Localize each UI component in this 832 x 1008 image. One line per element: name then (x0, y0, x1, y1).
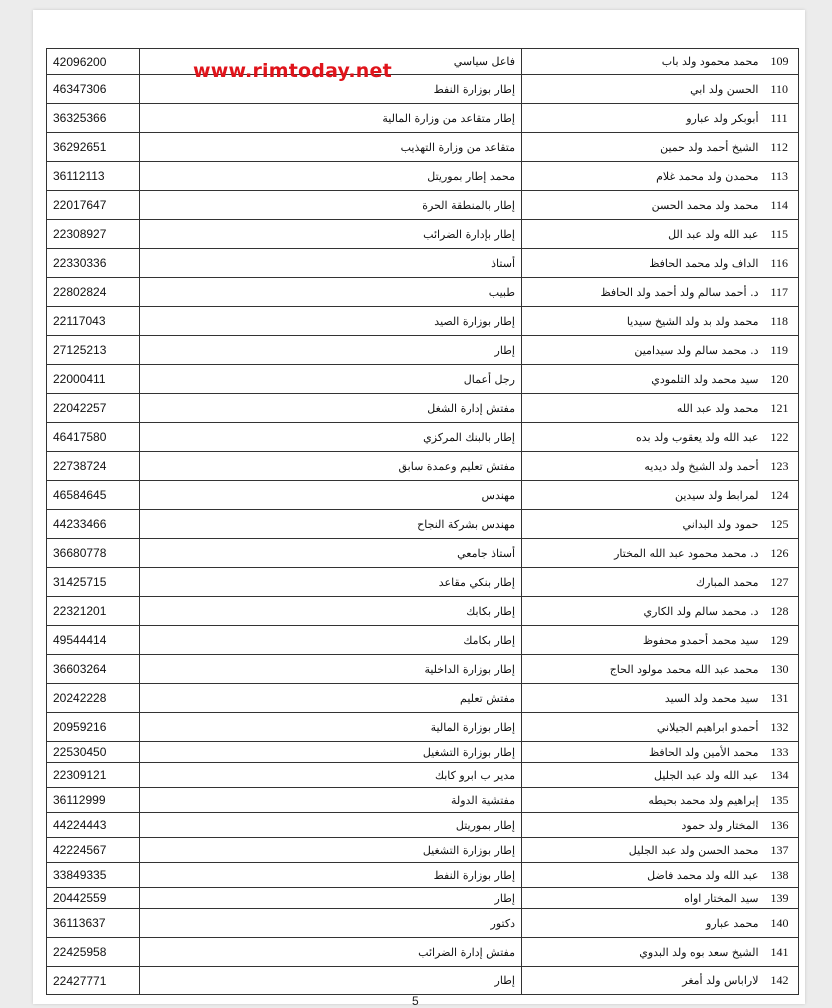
row-number-cell: 138 (765, 863, 799, 888)
phone-cell: 42224567 (47, 838, 140, 863)
name-cell: محمد ولد عبد الله (522, 394, 765, 423)
row-number-cell: 137 (765, 838, 799, 863)
table-row (47, 597, 799, 626)
name-cell: سيد المختار اواه (522, 888, 765, 909)
name-cell: محمد الحسن ولد عبد الجليل (522, 838, 765, 863)
name-cell: محمد ولد محمد الحسن (522, 191, 765, 220)
row-number-cell: 122 (765, 423, 799, 452)
table-row (47, 423, 799, 452)
row-number-cell: 114 (765, 191, 799, 220)
job-cell: إطار بموريتل (140, 813, 522, 838)
table-row (47, 655, 799, 684)
name-cell: عبد الله ولد عبد الل (522, 220, 765, 249)
table-row (47, 788, 799, 813)
name-cell: محمد الأمين ولد الحافظ (522, 742, 765, 763)
row-number-cell: 141 (765, 938, 799, 967)
job-cell: مهندس بشركة النجاح (140, 510, 522, 539)
name-cell: لمرابط ولد سيدين (522, 481, 765, 510)
name-cell: أحمدو ابراهيم الجيلاني (522, 713, 765, 742)
name-cell: سيد محمد ولد السيد (522, 684, 765, 713)
job-cell: إطار بالمنطقة الحرة (140, 191, 522, 220)
row-number-cell: 142 (765, 967, 799, 995)
row-number-cell: 109 (765, 49, 799, 75)
row-number-cell: 139 (765, 888, 799, 909)
name-cell: لاراباس ولد أمغر (522, 967, 765, 995)
table-row (47, 104, 799, 133)
name-cell: حمود ولد البداني (522, 510, 765, 539)
job-cell: إطار بنكي مقاعد (140, 568, 522, 597)
name-cell: محمد عبد الله محمد مولود الحاج (522, 655, 765, 684)
phone-cell: 36680778 (47, 539, 140, 568)
row-number-cell: 126 (765, 539, 799, 568)
row-number-cell: 133 (765, 742, 799, 763)
phone-cell: 22802824 (47, 278, 140, 307)
document-page (33, 10, 805, 1008)
phone-cell: 20959216 (47, 713, 140, 742)
job-cell: مفتش تعليم (140, 684, 522, 713)
row-number-cell: 131 (765, 684, 799, 713)
name-cell: إبراهيم ولد محمد بحيطه (522, 788, 765, 813)
job-cell: مفتش إدارة الشغل (140, 394, 522, 423)
table-row (47, 394, 799, 423)
phone-cell: 36113637 (47, 909, 140, 938)
row-number-cell: 116 (765, 249, 799, 278)
row-number-cell: 127 (765, 568, 799, 597)
phone-cell: 22321201 (47, 597, 140, 626)
row-number-cell: 121 (765, 394, 799, 423)
table-row (47, 365, 799, 394)
phone-cell: 22330336 (47, 249, 140, 278)
job-cell: إطار بوزارة النفط (140, 75, 522, 104)
page-number: 5 (412, 994, 419, 1008)
table-row (47, 191, 799, 220)
phone-cell: 27125213 (47, 336, 140, 365)
phone-cell: 22427771 (47, 967, 140, 995)
table-row (47, 510, 799, 539)
table-row (47, 220, 799, 249)
name-cell: أحمد ولد الشيخ ولد ديديه (522, 452, 765, 481)
job-cell: إطار بوزارة التشغيل (140, 742, 522, 763)
job-cell: مفتش تعليم وعمدة سابق (140, 452, 522, 481)
name-cell: سيد محمد أحمدو محفوظ (522, 626, 765, 655)
row-number-cell: 117 (765, 278, 799, 307)
table-row (47, 568, 799, 597)
job-cell: فاعل سياسي (140, 49, 522, 75)
row-number-cell: 135 (765, 788, 799, 813)
phone-cell: 22530450 (47, 742, 140, 763)
name-cell: الحسن ولد ابي (522, 75, 765, 104)
job-cell: إطار (140, 336, 522, 365)
phone-cell: 22017647 (47, 191, 140, 220)
phone-cell: 44233466 (47, 510, 140, 539)
table-row (47, 336, 799, 365)
phone-cell: 44224443 (47, 813, 140, 838)
job-cell: رجل أعمال (140, 365, 522, 394)
row-number-cell: 112 (765, 133, 799, 162)
row-number-cell: 115 (765, 220, 799, 249)
row-number-cell: 120 (765, 365, 799, 394)
table-row (47, 938, 799, 967)
name-cell: د. محمد محمود عبد الله المختار (522, 539, 765, 568)
watermark-url[interactable]: www.rimtoday.net (193, 60, 392, 82)
name-cell: الداف ولد محمد الحافظ (522, 249, 765, 278)
phone-cell: 31425715 (47, 568, 140, 597)
job-cell: إطار بوزارة التشغيل (140, 838, 522, 863)
member-table (46, 48, 799, 995)
job-cell: إطار متقاعد من وزارة المالية (140, 104, 522, 133)
table-row (47, 452, 799, 481)
row-number-cell: 130 (765, 655, 799, 684)
table-row (47, 742, 799, 763)
table-row (47, 888, 799, 909)
table-row (47, 684, 799, 713)
job-cell: إطار بوزارة الداخلية (140, 655, 522, 684)
table-row (47, 909, 799, 938)
name-cell: الشيخ سعد بوه ولد البدوي (522, 938, 765, 967)
phone-cell: 22738724 (47, 452, 140, 481)
row-number-cell: 125 (765, 510, 799, 539)
phone-cell: 22309121 (47, 763, 140, 788)
phone-cell: 36292651 (47, 133, 140, 162)
job-cell: دكتور (140, 909, 522, 938)
table-row (47, 481, 799, 510)
phone-cell: 36112999 (47, 788, 140, 813)
row-number-cell: 118 (765, 307, 799, 336)
phone-cell: 46347306 (47, 75, 140, 104)
table-row (47, 813, 799, 838)
job-cell: إطار بوزارة المالية (140, 713, 522, 742)
table-row (47, 278, 799, 307)
name-cell: محمدن ولد محمد غلام (522, 162, 765, 191)
table-row (47, 133, 799, 162)
job-cell: مفتشية الدولة (140, 788, 522, 813)
name-cell: عبد الله ولد عبد الجليل (522, 763, 765, 788)
name-cell: محمد ولد بد ولد الشيخ سيديا (522, 307, 765, 336)
phone-cell: 36325366 (47, 104, 140, 133)
table-row (47, 75, 799, 104)
job-cell: طبيب (140, 278, 522, 307)
row-number-cell: 111 (765, 104, 799, 133)
table-row (47, 307, 799, 336)
job-cell: إطار (140, 888, 522, 909)
phone-cell: 33849335 (47, 863, 140, 888)
name-cell: المختار ولد حمود (522, 813, 765, 838)
job-cell: أستاذ (140, 249, 522, 278)
row-number-cell: 132 (765, 713, 799, 742)
row-number-cell: 123 (765, 452, 799, 481)
job-cell: متقاعد من وزارة التهذيب (140, 133, 522, 162)
job-cell: إطار بإدارة الضرائب (140, 220, 522, 249)
name-cell: سيد محمد ولد التلمودي (522, 365, 765, 394)
table-row (47, 763, 799, 788)
name-cell: محمد عبارو (522, 909, 765, 938)
table-row (47, 539, 799, 568)
table-row (47, 863, 799, 888)
phone-cell: 22425958 (47, 938, 140, 967)
table-row (47, 626, 799, 655)
name-cell: عبد الله ولد يعقوب ولد بده (522, 423, 765, 452)
row-number-cell: 140 (765, 909, 799, 938)
phone-cell: 46417580 (47, 423, 140, 452)
table-row (47, 967, 799, 995)
table-row (47, 249, 799, 278)
job-cell: إطار بوزارة الصيد (140, 307, 522, 336)
table-row (47, 713, 799, 742)
phone-cell: 22042257 (47, 394, 140, 423)
name-cell: د. محمد سالم ولد سيدامين (522, 336, 765, 365)
phone-cell: 36603264 (47, 655, 140, 684)
phone-cell: 42096200 (47, 49, 140, 75)
job-cell: مدير ب ابرو كابك (140, 763, 522, 788)
phone-cell: 22117043 (47, 307, 140, 336)
row-number-cell: 134 (765, 763, 799, 788)
name-cell: أبوبكر ولد عبارو (522, 104, 765, 133)
job-cell: مهندس (140, 481, 522, 510)
phone-cell: 36112113 (47, 162, 140, 191)
name-cell: محمد محمود ولد باب (522, 49, 765, 75)
phone-cell: 20242228 (47, 684, 140, 713)
name-cell: الشيخ أحمد ولد حمين (522, 133, 765, 162)
phone-cell: 20442559 (47, 888, 140, 909)
table-row (47, 162, 799, 191)
job-cell: إطار بكامك (140, 626, 522, 655)
job-cell: مفتش إدارة الضرائب (140, 938, 522, 967)
row-number-cell: 124 (765, 481, 799, 510)
table-row (47, 838, 799, 863)
phone-cell: 46584645 (47, 481, 140, 510)
name-cell: محمد المبارك (522, 568, 765, 597)
job-cell: إطار بالبنك المركزي (140, 423, 522, 452)
row-number-cell: 119 (765, 336, 799, 365)
name-cell: د. محمد سالم ولد الكاري (522, 597, 765, 626)
row-number-cell: 136 (765, 813, 799, 838)
row-number-cell: 113 (765, 162, 799, 191)
phone-cell: 49544414 (47, 626, 140, 655)
phone-cell: 22308927 (47, 220, 140, 249)
row-number-cell: 129 (765, 626, 799, 655)
name-cell: د. أحمد سالم ولد أحمد ولد الحافظ (522, 278, 765, 307)
row-number-cell: 128 (765, 597, 799, 626)
job-cell: إطار (140, 967, 522, 995)
row-number-cell: 110 (765, 75, 799, 104)
name-cell: عبد الله ولد محمد فاضل (522, 863, 765, 888)
job-cell: إطار بكابك (140, 597, 522, 626)
job-cell: إطار بوزارة النفط (140, 863, 522, 888)
job-cell: أستاذ جامعي (140, 539, 522, 568)
phone-cell: 22000411 (47, 365, 140, 394)
job-cell: محمد إطار بموريتل (140, 162, 522, 191)
table-row (47, 49, 799, 75)
